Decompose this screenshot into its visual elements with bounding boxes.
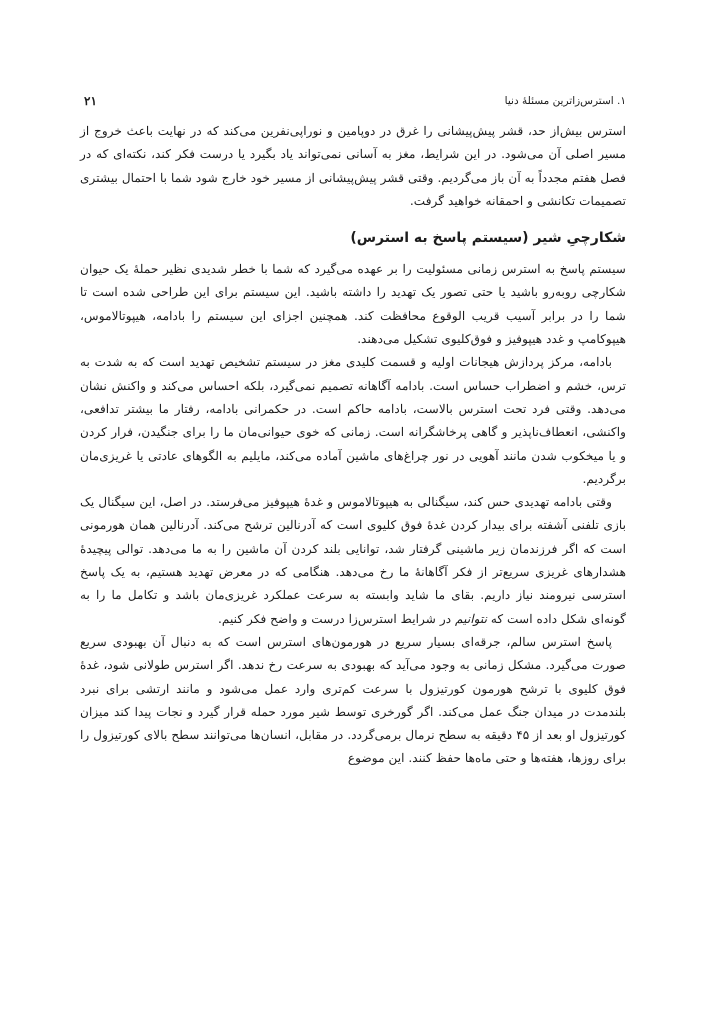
paragraph-2: سیستم پاسخ به استرس زمانی مسئولیت را بر عهده می‌گیرد که شما با خطر شدیدی نظیر حملهٔ یک حیوان شکارچی روبه‌رو باشید یا حتی تصور یک تهدید را داشته باشید. این سیستم برای این طراحی شده است تا شما را در برابر آسیب قریب الوقوع محافظت کند. همچنین اجزای این سیستم را بادامه، هیپوتالاموس، هیپوکامپ و غدد هیپوفیز و فوق‌کلیوی تشکیل می‌دهند. [80,262,626,347]
paragraph-5: پاسخ استرس سالم، جرقه‌ای بسیار سریع در هورمون‌های استرس است که به دنبال آن بهبودی سریع صورت می‌گیرد. مشکل زمانی به وجود می‌آید که بهبودی به سرعت رخ ندهد. اگر استرس طولانی شود، غدهٔ فوق کلیوی با ترشح هورمون کورتیزول با سرعت کم‌تری وارد عمل می‌شود و مانند ارتشی برای نبرد بلندمدت در میدان جنگ عمل می‌کند. اگر گورخری توسط شیر مورد حمله قرار گیرد و نجات پیدا کند میزان کورتیزول او بعد از ۴۵ دقیقه به سطح نرمال برمی‌گردد. در مقابل، انسان‌ها می‌توانند سطح بالای کورتیزول را برای روزها، هفته‌ها و حتی ماه‌ها حفظ کنند. این موضوع [80,634,626,766]
paragraph-4-text-start: وقتی بادامه تهدیدی حس کند، سیگنالی به هیپوتالاموس و غدهٔ هیپوفیز می‌فرستد. در اصل، این سیگنال یک بازی تلفنی آشفته برای بیدار کردن غدهٔ فوق کلیوی است که آدرنالین ترشح می‌کند. آدرنالین همان هورمونی است که اگر فرزندمان زیر ماشینی گرفتار شد، توانایی بلند کردن آن ماشین را به ما می‌دهد. توالی پیچیدهٔ هشدارهای غریزی سریع‌تر از فکر آگاهانهٔ ما رخ می‌دهد. هنگامی که در معرض تهدید هستیم، به یک پاسخ استرسی نیرومند نیاز داریم. بقای ما شاید وابسته به سرعت عملکرد غریزی‌مان باشد و تکامل ما را به گونه‌ای شکل داده است که [80,495,626,626]
section-heading: شکارچیِ شیر (سیستم پاسخ به استرس) [350,230,626,247]
paragraph-4 [80,491,626,631]
body-text [80,120,626,771]
page-number: ۲۱ [84,94,97,108]
running-title: ۱. استرس‌زاترین مسئلهٔ دنیا [504,95,626,107]
paragraph-1: استرس بیش‌از حد، قشر پیش‌پیشانی را غرق در دوپامین و نوراپی‌نفرین می‌کند که در نهایت باعث خروج از مسیر اصلی آن می‌شود. در این شرایط، مغز به آسانی نمی‌تواند یاد بگیرد یا درست فکر کند، نکته‌ای که در فصل هفتم مجدداً به آن باز می‌گردیم. وقتی قشر پیش‌پیشانی از مسیر خود خارج شود شما با احتمال بیشتری تصمیمات تکانشی و احمقانه خواهید گرفت. [80,124,626,208]
emphasized-word: نتوانیم [455,611,487,626]
paragraph-3: بادامه، مرکز پردازش هیجانات اولیه و قسمت کلیدی مغز در سیستم تشخیص تهدید است که به شدت به ترس، خشم و اضطراب حساس است. بادامه آگاهانه تصمیم نمی‌گیرد، بلکه احساس می‌کند و واکنش نشان می‌دهد. وقتی فرد تحت استرس بالاست، بادامه حاکم است. در حکمرانی بادامه، رفتار ما بیشتر تدافعی، واکنشی، انعطاف‌ناپذیر و گاهی پرخاشگرانه است. زمانی که خوی حیوانی‌مان ما را برای جنگیدن، فرار کردن و یا میخکوب شدن مانند آهویی در نور چراغ‌های ماشین آماده می‌کند، مایلیم به الگوهای عادتی یا غریزی‌مان برگردیم. [80,355,626,486]
running-header [84,92,626,110]
paragraph-4-text-end: در شرایط استرس‌زا درست و واضح فکر کنیم. [218,611,456,626]
